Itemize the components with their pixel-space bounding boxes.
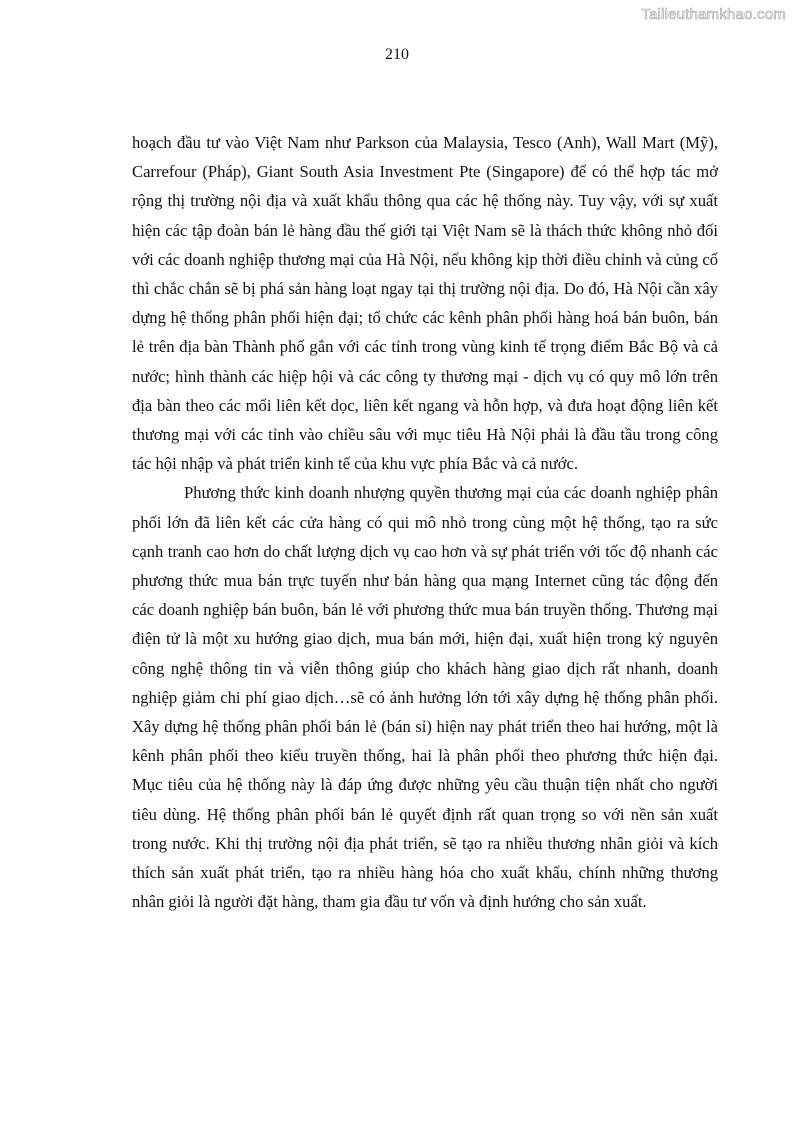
watermark: Tailieuthamkhao.com bbox=[641, 6, 786, 23]
page-number: 210 bbox=[385, 46, 409, 63]
paragraph-continuation: hoạch đầu tư vào Việt Nam như Parkson của Malaysia, Tesco (Anh), Wall Mart (Mỹ), Carrefour (Pháp), Giant South Asia Investment Pte (Singapore) để có thể hợp tác mở rộng thị trường nội địa và xuất khẩu thông qua các hệ thống này. Tuy vậy, với sự xuất hiện các tập đoàn bán lẻ hàng đầu thế giới tại Việt Nam sẽ là thách thức không nhỏ đối với các doanh nghiệp thương mại của Hà Nội, nếu không kịp thời điều chỉnh và củng cố thì chắc chắn sẽ bị phá sản hàng loạt ngay tại thị trường nội địa. Do đó, Hà Nội cần xây dựng hệ thống phân phối hiện đại; tổ chức các kênh phân phối hàng hoá bán buôn, bán lẻ trên địa bàn Thành phố gắn với các tỉnh trong vùng kinh tế trọng điểm Bắc Bộ và cả nước; hình thành các hiệp hội và các công ty thương mại - dịch vụ có quy mô lớn trên địa bàn theo các mối liên kết dọc, liên kết ngang và hỗn hợp, và đưa hoạt động liên kết thương mại với các tỉnh vào chiều sâu với mục tiêu Hà Nội phải là đầu tầu trong công tác hội nhập và phát triển kinh tế của khu vực phía Bắc và cả nước. bbox=[132, 133, 718, 474]
paragraph-business-methods: Phương thức kinh doanh nhượng quyền thương mại của các doanh nghiệp phân phối lớn đã liên kết các cửa hàng có qui mô nhỏ trong cùng một hệ thống, tạo ra sức cạnh tranh cao hơn do chất lượng dịch vụ cao hơn và sự phát triển với tốc độ nhanh các phương thức mua bán trực tuyến như bán hàng qua mạng Internet cũng tác động đến các doanh nghiệp bán buôn, bán lẻ với phương thức mua bán truyền thống. Thương mại điện tử là một xu hướng giao dịch, mua bán mới, hiện đại, xuất hiện trong kỷ nguyên công nghệ thông tin và viễn thông giúp cho khách hàng giao dịch rất nhanh, doanh nghiệp giảm chi phí giao dịch…sẽ có ảnh hưởng lớn tới xây dựng hệ thống phân phối. Xây dựng hệ thống phân phối bán lẻ (bán sỉ) hiện nay phát triển theo hai hướng, một là kênh phân phối theo kiểu truyền thống, hai là phân phối theo phương thức hiện đại. Mục tiêu của hệ thống này là đáp ứng được những yêu cầu thuận tiện nhất cho người tiêu dùng. Hệ thống phân phối bán lẻ quyết định rất quan trọng so với nền sản xuất trong nước. Khi thị trường nội địa phát triển, sẽ tạo ra nhiều thương nhân giỏi và kích thích sản xuất phát triển, tạo ra nhiều hàng hóa cho xuất khẩu, chính những thương nhân giỏi là người đặt hàng, tham gia đầu tư vốn và định hướng cho sản xuất. bbox=[132, 483, 718, 912]
document-body bbox=[132, 128, 718, 916]
